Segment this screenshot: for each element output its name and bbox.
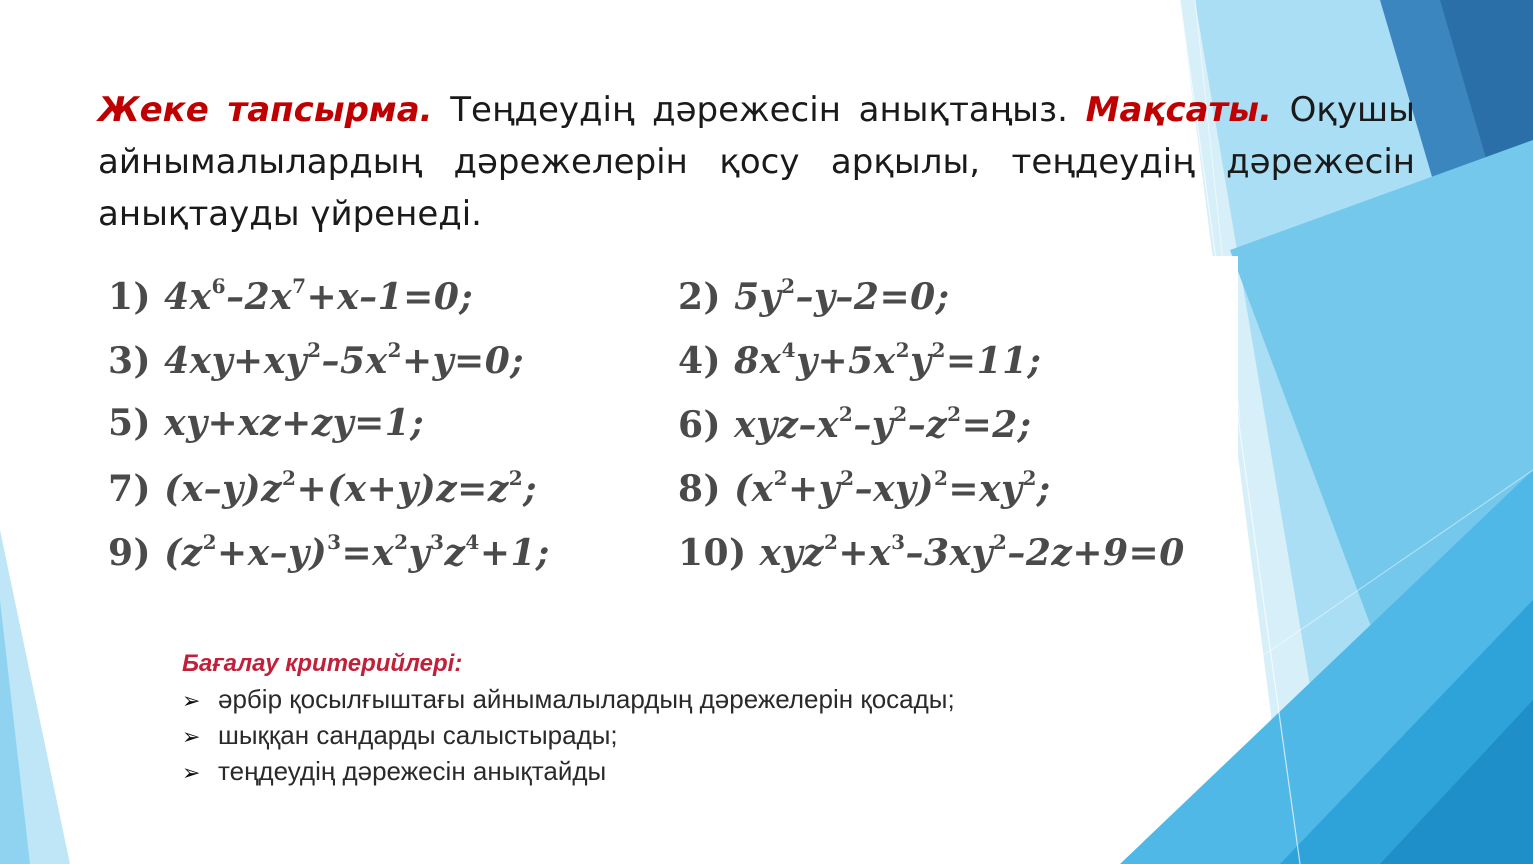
equation-number: 2) xyxy=(678,276,735,318)
arrow-bullet-icon: ➢ xyxy=(182,760,201,785)
equation-7 xyxy=(108,466,537,510)
equation-number: 7) xyxy=(108,468,165,510)
equation-expression: $5y^2-y-2=0$; xyxy=(734,274,950,318)
equation-number: 4) xyxy=(678,340,735,382)
task-label: Жеке тапсырма. xyxy=(98,90,433,130)
equation-expression: $(x-y)z^2+(x+y)z=z^2$; xyxy=(164,466,537,510)
arrow-bullet-icon: ➢ xyxy=(182,688,201,713)
equation-expression: $(z^2+x-y)^3=x^2y^3z^4+1$; xyxy=(164,530,550,574)
criteria-item: ➢ әрбір қосылғыштағы айнымалылардың дәрежелерін қосады; xyxy=(182,682,955,718)
equation-expression: $xyz^2+x^3-3xy^2-2z+9=0$ xyxy=(759,530,1185,574)
equation-number: 5) xyxy=(108,402,165,444)
equation-expression: $4xy+xy^2-5x^2+y=0$; xyxy=(164,338,525,382)
equation-number: 1) xyxy=(108,276,165,318)
equation-expression: xyz–$x^2-y^2-z^2=2$; xyxy=(734,402,1032,446)
equation-number: 8) xyxy=(678,468,735,510)
goal-text: Оқушы айнымалылардың дәрежелерін қосу арқылы, теңдеудің дәрежесін анықтауды үйренеді. xyxy=(98,90,1416,234)
criteria-item: ➢ шыққан сандарды салыстырады; xyxy=(182,718,955,754)
equation-1 xyxy=(108,274,473,318)
equation-expression: $8x^4y+5x^2y^2=11$; xyxy=(734,338,1042,382)
equation-6 xyxy=(678,402,1032,446)
intro-paragraph xyxy=(98,84,1415,240)
equation-number: 9) xyxy=(108,532,165,574)
equation-2 xyxy=(678,274,949,318)
equation-3 xyxy=(108,338,524,382)
goal-label: Мақсаты. xyxy=(1085,90,1272,130)
equation-expression: $(x^2+y^2-xy)^2=xy^2$; xyxy=(734,466,1051,510)
criteria-block xyxy=(182,650,955,790)
equation-8 xyxy=(678,466,1051,510)
equation-9 xyxy=(108,530,550,574)
equation-number: 3) xyxy=(108,340,165,382)
criteria-item: ➢ теңдеудің дәрежесін анықтайды xyxy=(182,754,955,790)
equation-number: 10) xyxy=(678,532,760,574)
equation-expression: $4x^6-2x^7+x-1=0$; xyxy=(164,274,474,318)
equation-5 xyxy=(108,402,424,444)
equation-10 xyxy=(678,530,1185,574)
equation-expression: xy+xz+zy=1; xyxy=(164,402,425,444)
equations-panel xyxy=(98,256,1238,606)
equation-4 xyxy=(678,338,1041,382)
equation-number: 6) xyxy=(678,404,735,446)
task-text: Теңдеудің дәрежесін анықтаңыз. xyxy=(450,90,1068,130)
criteria-title: Бағалау критерийлері: xyxy=(182,650,463,677)
arrow-bullet-icon: ➢ xyxy=(182,724,201,749)
